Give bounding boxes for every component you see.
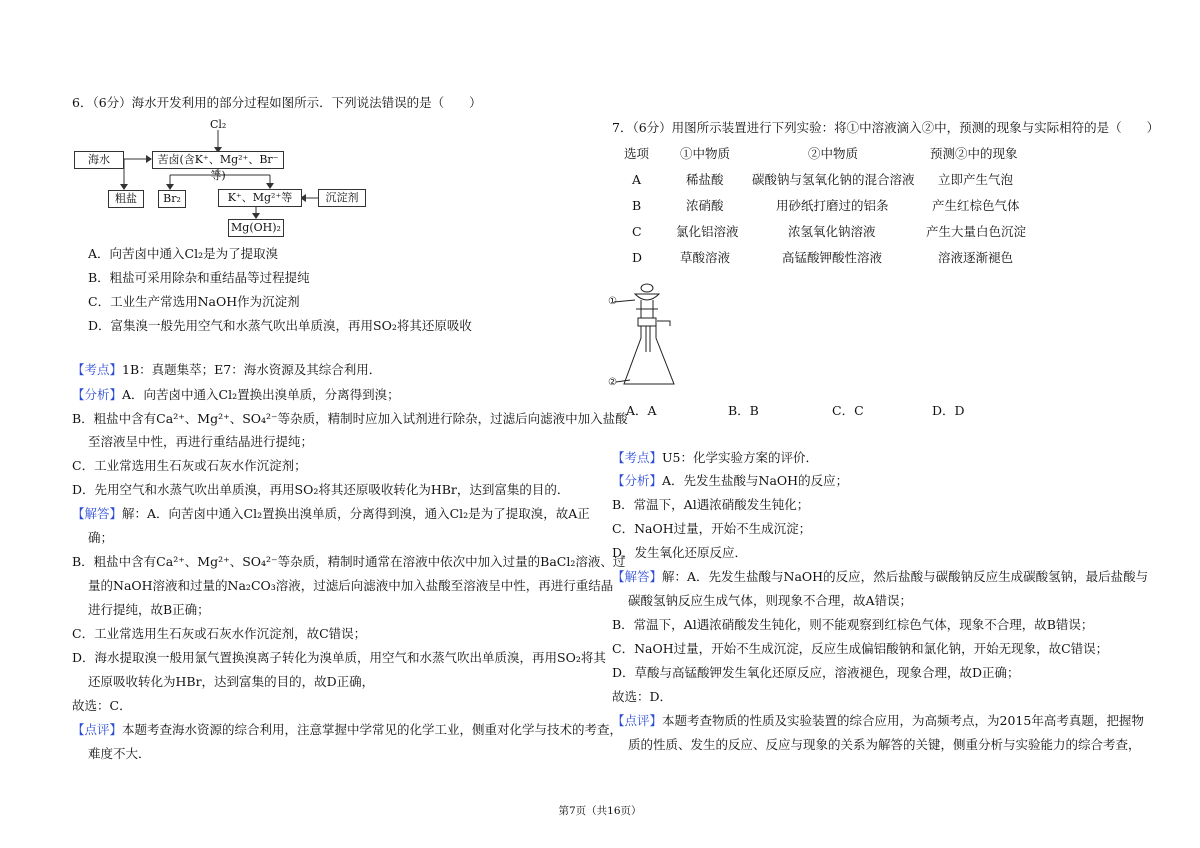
table-header-substance2: ②中物质 [808, 146, 859, 161]
table-row-d-s1: 草酸溶液 [680, 250, 731, 265]
q6-dianping1: 本题考查海水资源的综合利用，注意掌握中学常见的化学工业，侧重对化学与技术的考查， [122, 722, 623, 737]
page-footer: 第7页（共16页） [558, 805, 642, 817]
fenxi-tag: 【分析】 [612, 473, 663, 488]
q6-fenxi-d: D．先用空气和水蒸气吹出单质溴，再用SO₂将其还原吸收转化为HBr，达到富集的目的． [72, 482, 570, 497]
q6-stem: 6．（6分）海水开发利用的部分过程如图所示．下列说法错误的是（ ） [72, 95, 482, 110]
seawater-box: 海水 [74, 151, 124, 169]
q6-fenxi [72, 387, 400, 403]
table-row-b-ph: 产生红棕色气体 [932, 198, 1020, 213]
q7-jieda-b: B．常温下，Al遇浓硝酸发生钝化，则不能观察到红棕色气体，现象不合理，故B错误； [612, 617, 1094, 632]
q7-answer: 故选：D． [612, 689, 673, 704]
q6-jieda-a1: 解：A．向苦卤中通入Cl₂置换出溴单质，分离得到溴，通入Cl₂是为了提取溴，故A正 [122, 506, 590, 521]
table-row-c-option: C [632, 224, 642, 239]
q6-fenxi-b1: B．粗盐中含有Ca²⁺、Mg²⁺、SO₄²⁻等杂质，精制时应加入试剂进行除杂，过滤后向滤液中加入盐酸 [72, 411, 628, 426]
q7-dianping2: 质的性质、发生的反应、反应与现象的关系为解答的关键，侧重分析与实验能力的综合考查， [628, 737, 1141, 752]
table-row-b-s1: 浓硝酸 [686, 198, 724, 213]
q7-jieda-a2: 碳酸氢钠反应生成气体，则现象不合理，故A错误； [628, 593, 913, 608]
q6-fenxi-c: C．工业常选用生石灰或石灰水作沉淀剂； [72, 458, 307, 473]
bittern-box: 苦卤(含K⁺、Mg²⁺、Br⁻等) [152, 151, 284, 169]
table-row-d-option: D [632, 250, 643, 265]
q6-jieda-b2: 量的NaOH溶液和过量的Na₂CO₃溶液，过滤后向滤液中加入盐酸至溶液呈中性，再进行重结晶 [88, 578, 614, 593]
q7-jieda-d: D．草酸与高锰酸钾发生氧化还原反应，溶液褪色，现象合理，故D正确； [612, 665, 1020, 680]
q7-fenxi-a: A．先发生盐酸与NaOH的反应； [662, 473, 849, 488]
k-mg-box: K⁺、Mg²⁺等 [218, 189, 302, 207]
br2-box: Br₂ [158, 190, 186, 208]
table-header-phenomenon: 预测②中的现象 [930, 146, 1018, 161]
q6-fenxi-a: A．向苦卤中通入Cl₂置换出溴单质，分离得到溴； [122, 387, 400, 402]
q7-fenxi-c: C．NaOH过量，开始不生成沉淀； [612, 521, 812, 536]
table-row-c-ph: 产生大量白色沉淀 [926, 224, 1027, 239]
q7-choice-d: D．D [932, 403, 965, 418]
q6-jieda-c: C．工业常选用生石灰或石灰水作沉淀剂，故C错误； [72, 626, 367, 641]
q6-jieda-d1: D．海水提取溴一般用氯气置换溴离子转化为溴单质，用空气和水蒸气吹出单质溴，再用SO₂将其 [72, 650, 606, 665]
q6-option-d: D．富集溴一般先用空气和水蒸气吹出单质溴，再用SO₂将其还原吸收 [88, 318, 472, 333]
q7-kaodian [612, 450, 818, 466]
dianping-tag: 【点评】 [72, 722, 123, 737]
jieda-tag: 【解答】 [612, 569, 663, 584]
kaodian-tag: 【考点】 [72, 362, 123, 377]
table-row-a-ph: 立即产生气泡 [938, 172, 1014, 187]
cl2-label: Cl₂ [210, 118, 227, 131]
table-row-a-option: A [632, 172, 642, 187]
table-row-c-s1: 氯化铝溶液 [676, 224, 739, 239]
table-row-d-ph: 溶液逐渐褪色 [938, 250, 1014, 265]
q7-fenxi-d: D．发生氧化还原反应． [612, 545, 748, 560]
q7-jieda-a1: 解：A．先发生盐酸与NaOH的反应，然后盐酸与碳酸钠反应生成碳酸氢钠，最后盐酸与 [662, 569, 1149, 584]
precipitant-box: 沉淀剂 [318, 189, 366, 207]
table-header-option: 选项 [624, 146, 650, 161]
q6-option-a: A．向苦卤中通入Cl₂是为了提取溴 [88, 246, 279, 261]
q6-fenxi-b2: 至溶液呈中性，再进行重结晶进行提纯； [88, 434, 314, 449]
q7-dianping1: 本题考查物质的性质及实验装置的综合应用，为高频考点，为2015年高考真题，把握物 [662, 713, 1144, 728]
kaodian-tag: 【考点】 [612, 450, 663, 465]
q6-option-b: B．粗盐可采用除杂和重结晶等过程提纯 [88, 270, 310, 285]
q6-option-c: C．工业生产常选用NaOH作为沉淀剂 [88, 294, 300, 309]
fenxi-tag: 【分析】 [72, 387, 123, 402]
q6-kaodian [72, 362, 381, 378]
q6-jieda-a2: 确； [88, 530, 114, 545]
mgoh2-box: Mg(OH)₂ [228, 219, 284, 237]
apparatus-label-1: ① [608, 296, 617, 307]
q6-answer: 故选：C． [72, 698, 132, 713]
q7-fenxi [612, 473, 848, 489]
crude-salt-box: 粗盐 [108, 190, 144, 208]
q6-dianping2: 难度不大． [88, 746, 151, 761]
dianping-tag: 【点评】 [612, 713, 663, 728]
table-row-a-s1: 稀盐酸 [686, 172, 724, 187]
table-row-b-option: B [632, 198, 642, 213]
q7-dianping [612, 713, 1144, 729]
q6-kaodian-text: 1B：真题集萃；E7：海水资源及其综合利用． [122, 362, 382, 377]
q7-jieda-c: C．NaOH过量，开始不生成沉淀，反应生成偏铝酸钠和氯化钠，开始无现象，故C错误； [612, 641, 1109, 656]
table-row-d-s2: 高锰酸钾酸性溶液 [782, 250, 883, 265]
table-row-b-s2: 用砂纸打磨过的铝条 [776, 198, 889, 213]
q7-choice-c: C．C [832, 403, 864, 418]
q7-jieda [612, 569, 1148, 585]
q7-fenxi-b: B．常温下，Al遇浓硝酸发生钝化； [612, 497, 810, 512]
q6-jieda-b1: B．粗盐中含有Ca²⁺、Mg²⁺、SO₄²⁻等杂质，精制时通常在溶液中依次中加入过量的BaCl₂溶液、过 [72, 554, 626, 569]
apparatus-label-2: ② [608, 377, 617, 388]
q6-jieda-b3: 进行提纯，故B正确； [88, 602, 210, 617]
q6-jieda [72, 506, 590, 522]
q7-stem: 7．（6分）用图所示装置进行下列实验：将①中溶液滴入②中，预测的现象与实际相符的是（ ） [612, 120, 1160, 135]
table-row-a-s2: 碳酸钠与氢氧化钠的混合溶液 [752, 172, 915, 187]
jieda-tag: 【解答】 [72, 506, 123, 521]
table-header-substance1: ①中物质 [680, 146, 731, 161]
q7-apparatus-diagram [610, 276, 700, 394]
q7-choice-a: A．A [626, 403, 657, 418]
q6-dianping [72, 722, 622, 738]
q7-kaodian-text: U5：化学实验方案的评价． [662, 450, 819, 465]
q7-choice-b: B．B [728, 403, 759, 418]
table-row-c-s2: 浓氢氧化钠溶液 [788, 224, 876, 239]
q6-jieda-d2: 还原吸收转化为HBr，达到富集的目的，故D正确， [88, 674, 375, 689]
